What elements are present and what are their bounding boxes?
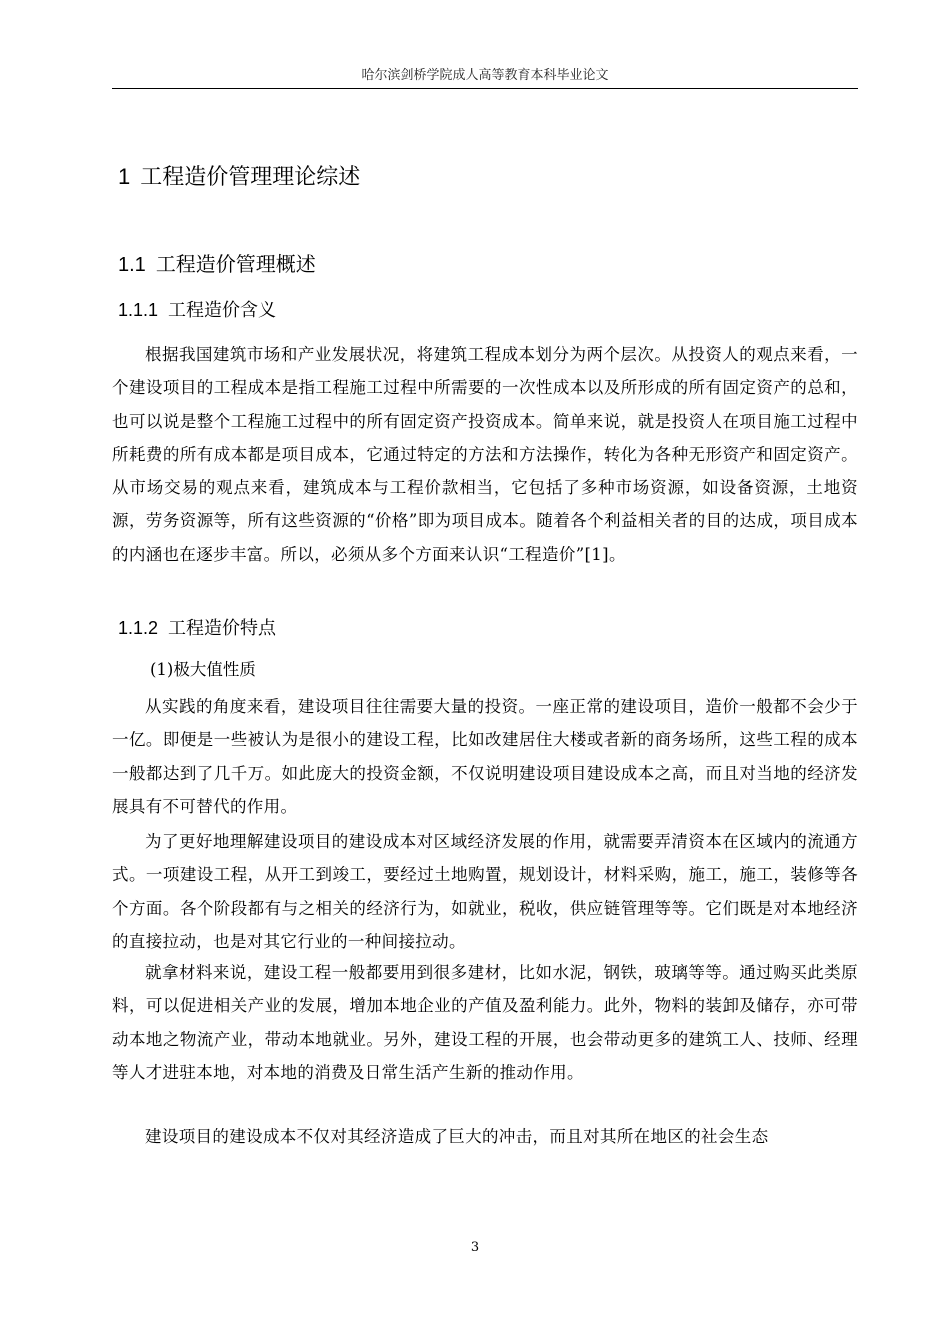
section-heading bbox=[118, 248, 316, 277]
section-title: 工程造价管理概述 bbox=[155, 252, 316, 276]
paragraph-2: 为了更好地理解建设项目的建设成本对区域经济发展的作用，就需要弄清资本在区域内的流通方式。一项建设工程，从开工到竣工，要经过土地购置，规划设计，材料采购，施工，施工，装修等各个方面。各个阶段都有与之相关的经济行为，如就业，税收，供应链管理等等。它们既是对本地经济的直接拉动，也是对其它行业的一种间接拉动。 bbox=[112, 832, 858, 951]
header-rule bbox=[112, 88, 858, 89]
subsection-number: 1.1.2 bbox=[118, 618, 159, 638]
paragraph-4: 建设项目的建设成本不仅对其经济造成了巨大的冲击，而且对其所在地区的社会生态 bbox=[145, 1127, 769, 1146]
list-item-label: (1)极大值性质 bbox=[150, 660, 256, 679]
subsection-heading-2 bbox=[118, 614, 276, 640]
section-number: 1.1 bbox=[118, 254, 146, 276]
paragraph-1: 从实践的角度来看，建设项目往往需要大量的投资。一座正常的建设项目，造价一般都不会少于一亿。即便是一些被认为是很小的建设工程，比如改建居住大楼或者新的商务场所，这些工程的成本一般都达到了几千万。如此庞大的投资金额，不仅说明建设项目建设成本之高，而且对当地的经济发展具有不可替代的作用。 bbox=[112, 697, 858, 816]
subsection-title: 工程造价特点 bbox=[168, 618, 277, 639]
paragraph-3: 就拿材料来说，建设工程一般都要用到很多建材，比如水泥，钢铁，玻璃等等。通过购买此类原料，可以促进相关产业的发展，增加本地企业的产值及盈利能力。此外，物料的装卸及储存，亦可带动本地之物流产业，带动本地就业。另外，建设工程的开展，也会带动更多的建筑工人、技师、经理等人才进驻本地，对本地的消费及日常生活产生新的推动作用。 bbox=[112, 963, 858, 1082]
page-number: 3 bbox=[470, 1240, 480, 1255]
paragraph-definition: 根据我国建筑市场和产业发展状况，将建筑工程成本划分为两个层次。从投资人的观点来看，一个建设项目的工程成本是指工程施工过程中所需要的一次性成本以及所形成的所有固定资产的总和，也可以说是整个工程施工过程中的所有固定资产投资成本。简单来说，就是投资人在项目施工过程中所耗费的所有成本都是项目成本，它通过特定的方法和方法操作，转化为各种无形资产和固定资产。从市场交易的观点来看，建筑成本与工程价款相当，它包括了多种市场资源，如设备资源，土地资源，劳务资源等，所有这些资源的“价格”即为项目成本。随着各个利益相关者的目的达成，项目成本的内涵也在逐步丰富。所以，必须从多个方面来认识“工程造价”[1]。 bbox=[112, 345, 858, 564]
subsection-number: 1.1.1 bbox=[118, 300, 159, 320]
subsection-title: 工程造价含义 bbox=[168, 300, 277, 321]
subsection-heading-1 bbox=[118, 296, 276, 322]
chapter-heading bbox=[118, 160, 360, 191]
page-header: 哈尔滨剑桥学院成人高等教育本科毕业论文 bbox=[361, 68, 609, 83]
chapter-title: 工程造价管理理论综述 bbox=[140, 165, 361, 190]
chapter-number: 1 bbox=[118, 164, 131, 189]
